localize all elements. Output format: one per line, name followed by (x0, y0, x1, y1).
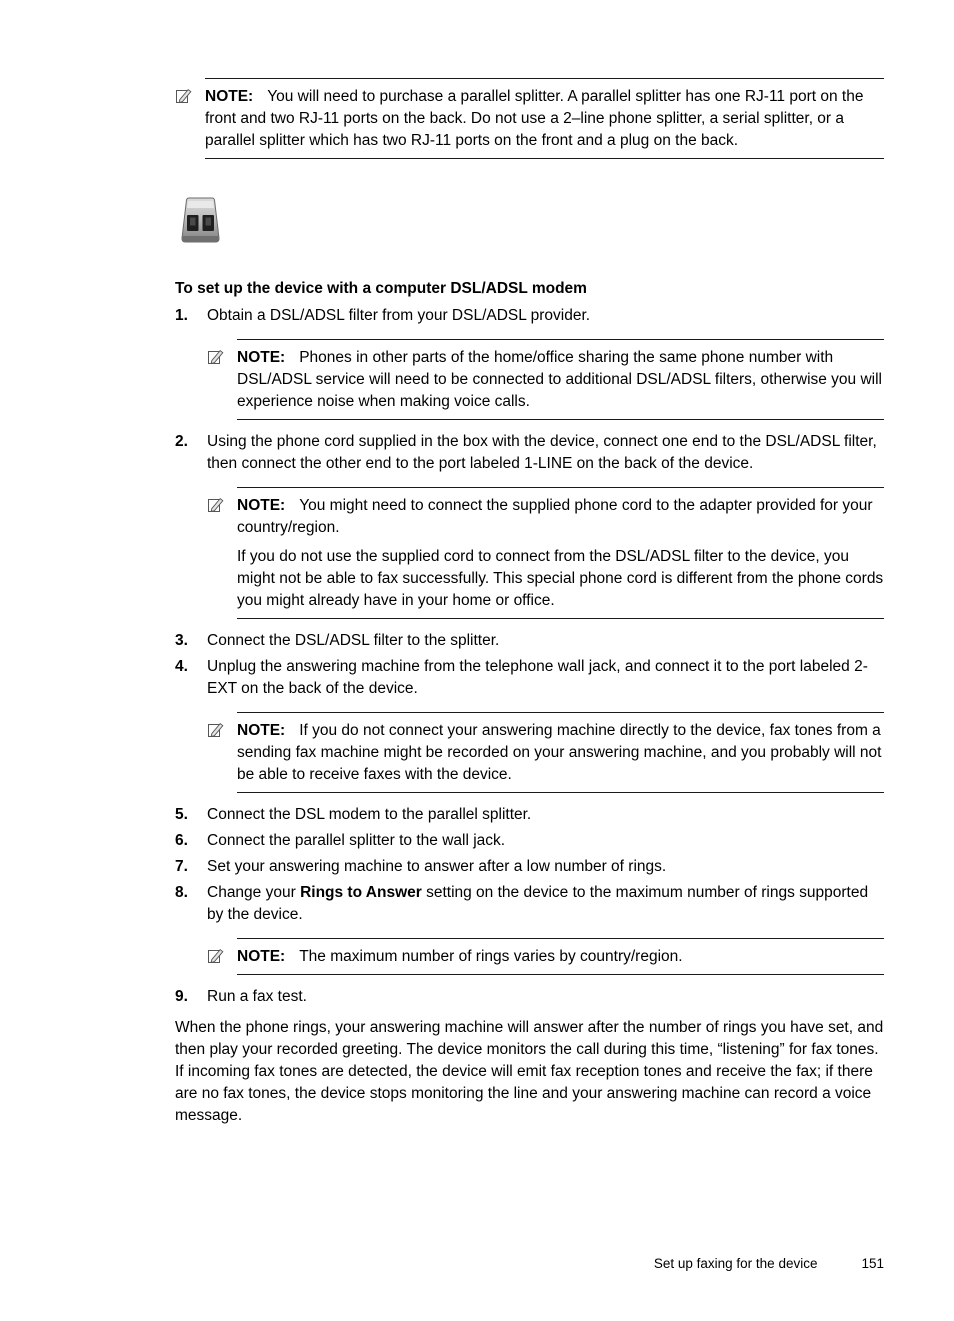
step-text: Obtain a DSL/ADSL filter from your DSL/ADSL provider. (207, 307, 591, 324)
note-label: NOTE: (237, 948, 286, 965)
note-panel (237, 487, 884, 619)
step-number: 9. (175, 988, 188, 1005)
note-box-answering-machine (207, 712, 884, 793)
note-panel (237, 712, 884, 793)
page-footer (654, 1255, 884, 1273)
step-4 (175, 656, 884, 700)
step-number: 1. (175, 307, 188, 324)
step-number: 8. (175, 884, 188, 901)
note-box-additional-filters (207, 339, 884, 420)
note-label: NOTE: (237, 349, 286, 366)
note-body: If you do not connect your answering machine directly to the device, fax tones from a sending fax machine might be recorded on your answering machine, and you probably will not be able to receive faxes with the device. (237, 722, 882, 783)
step-5 (175, 804, 884, 826)
note-panel (205, 78, 884, 159)
step-number: 6. (175, 832, 188, 849)
note-box-phone-cord-adapter (207, 487, 884, 619)
step-text-pre: Change your (207, 884, 301, 901)
parallel-splitter-photo (177, 195, 884, 245)
note-text (237, 347, 884, 413)
note-text (237, 946, 884, 968)
step-8 (175, 882, 884, 926)
note-body: You will need to purchase a parallel splitter. A parallel splitter has one RJ-11 port on the front and two RJ-11 ports on the back. Do not use a 2–line phone splitter, a serial splitter, or a parallel splitter which has two RJ-11 ports on the front and a plug on the back. (205, 88, 864, 149)
note-text (205, 86, 884, 152)
step-number: 7. (175, 858, 188, 875)
note-panel (237, 938, 884, 975)
note-text (237, 495, 884, 539)
section-heading: To set up the device with a computer DSL/ADSL modem (175, 280, 587, 297)
closing-paragraph: When the phone rings, your answering machine will answer after the number of rings you have set, and then play your recorded greeting. The device monitors the call during this time, “listening” for fax tones. If incoming fax tones are detected, the device will emit fax reception tones and receive the fax; if there are no fax tones, the device stops monitoring the line and your answering machine can record a voice message. (175, 1019, 884, 1124)
note-body: Phones in other parts of the home/office sharing the same phone number with DSL/ADSL service will need to be connected to additional DSL/ADSL filters, otherwise you will experience noise when making voice calls. (237, 349, 883, 410)
step-text: Connect the parallel splitter to the wall jack. (207, 832, 506, 849)
note-icon (207, 712, 237, 745)
step-number: 2. (175, 433, 188, 450)
step-7 (175, 856, 884, 878)
step-6 (175, 830, 884, 852)
step-number: 4. (175, 658, 188, 675)
step-2 (175, 431, 884, 475)
note-box-parallel-splitter (175, 78, 884, 159)
step-number: 3. (175, 632, 188, 649)
step-3 (175, 630, 884, 652)
note-label: NOTE: (237, 722, 286, 739)
step-9 (175, 986, 884, 1008)
note-icon (207, 938, 237, 971)
step-text: Connect the DSL/ADSL filter to the splitter. (207, 632, 500, 649)
note-body: You might need to connect the supplied phone cord to the adapter provided for your country/region. (237, 497, 873, 536)
step-text: Using the phone cord supplied in the box with the device, connect one end to the DSL/ADSL filter, then connect the other end to the port labeled 1-LINE on the back of the device. (207, 433, 877, 472)
note-text: If you do not use the supplied cord to connect from the DSL/ADSL filter to the device, you might not be able to fax successfully. This special phone cord is different from the phone cords you might already have in your home or office. (237, 548, 884, 609)
step-text (207, 882, 884, 926)
step-text: Set your answering machine to answer after a low number of rings. (207, 858, 667, 875)
step-text: Unplug the answering machine from the telephone wall jack, and connect it to the port labeled 2-EXT on the back of the device. (207, 658, 868, 697)
note-icon (175, 78, 205, 111)
step-number: 5. (175, 806, 188, 823)
steps-list (175, 305, 884, 1008)
step-text: Connect the DSL modem to the parallel splitter. (207, 806, 532, 823)
step-text-post: setting on the device to the maximum number of rings supported by the device. (207, 884, 869, 923)
page-number: 151 (861, 1256, 884, 1271)
note-label: NOTE: (205, 88, 254, 105)
note-icon (207, 487, 237, 520)
note-panel (237, 339, 884, 420)
note-box-max-rings (207, 938, 884, 975)
step-1 (175, 305, 884, 327)
note-body: The maximum number of rings varies by country/region. (299, 948, 683, 965)
note-text (237, 720, 884, 786)
note-icon (207, 339, 237, 372)
note-label: NOTE: (237, 497, 286, 514)
footer-section-title: Set up faxing for the device (653, 1256, 818, 1271)
rings-to-answer-setting: Rings to Answer (300, 884, 422, 901)
step-text: Run a fax test. (207, 988, 307, 1005)
